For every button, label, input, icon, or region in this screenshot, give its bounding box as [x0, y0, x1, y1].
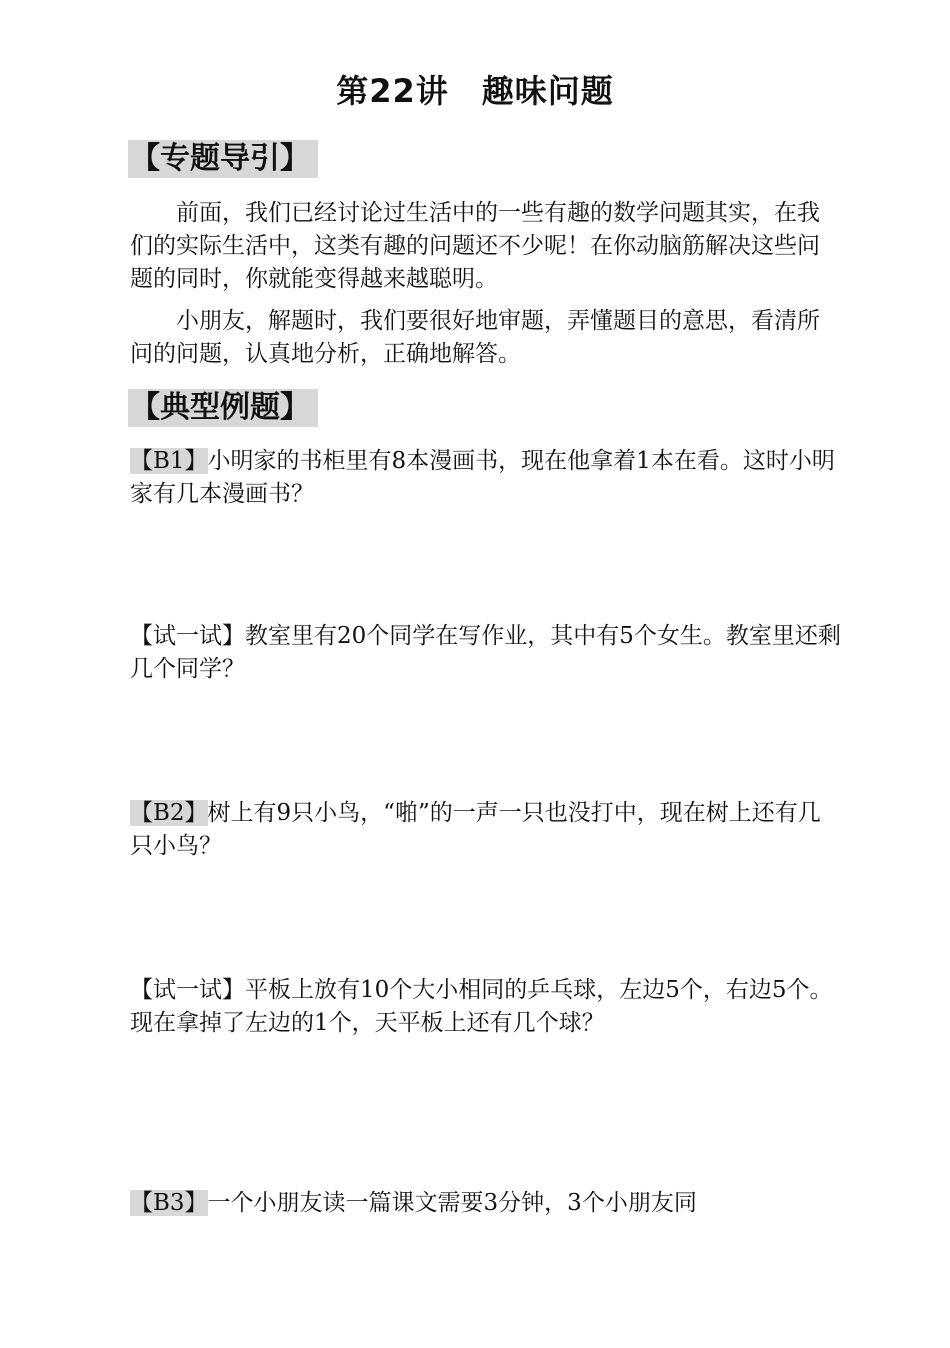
- problem-text: 平板上放有10个大小相同的乒乓球，左边5个，右边5个。现在拿掉了左边的1个，天平板上还有几个球？: [130, 977, 833, 1036]
- problem-tag: 【试一试】: [130, 977, 245, 1003]
- problem-tag: 【试一试】: [130, 623, 245, 649]
- problem-tag: 【B1】: [130, 448, 208, 474]
- problem-text: 小明家的书柜里有8本漫画书，现在他拿着1本在看。这时小明家有几本漫画书？: [130, 448, 835, 507]
- problem-text: 教室里有20个同学在写作业，其中有5个女生。教室里还剩几个同学？: [130, 623, 841, 682]
- intro-paragraph-2: 小朋友，解题时，我们要很好地审题，弄懂题目的意思，看清所问的问题，认真地分析，正确地解答。: [130, 308, 820, 367]
- problem-b1: [130, 445, 842, 511]
- problem-try-2: [130, 974, 842, 1040]
- problem-tag: 【B3】: [130, 1190, 208, 1216]
- intro-paragraph-1: 前面，我们已经讨论过生活中的一些有趣的数学问题其实，在我们的实际生活中，这类有趣的问题还不少呢！在你动脑筋解决这些问题的同时，你就能变得越来越聪明。: [130, 200, 820, 292]
- section-heading-intro: 【专题导引】: [128, 140, 318, 178]
- problem-b2: [130, 797, 842, 863]
- problem-text: 树上有9只小鸟，“啪”的一声一只也没打中，现在树上还有几只小鸟？: [130, 800, 821, 859]
- problem-tag: 【B2】: [130, 800, 208, 826]
- problem-b3: [130, 1187, 842, 1220]
- page-title: 第22讲 趣味问题: [336, 72, 614, 110]
- problem-try-1: [130, 620, 842, 686]
- section-heading-examples: 【典型例题】: [128, 389, 318, 427]
- problem-text: 一个小朋友读一篇课文需要3分钟，3个小朋友同: [207, 1190, 697, 1216]
